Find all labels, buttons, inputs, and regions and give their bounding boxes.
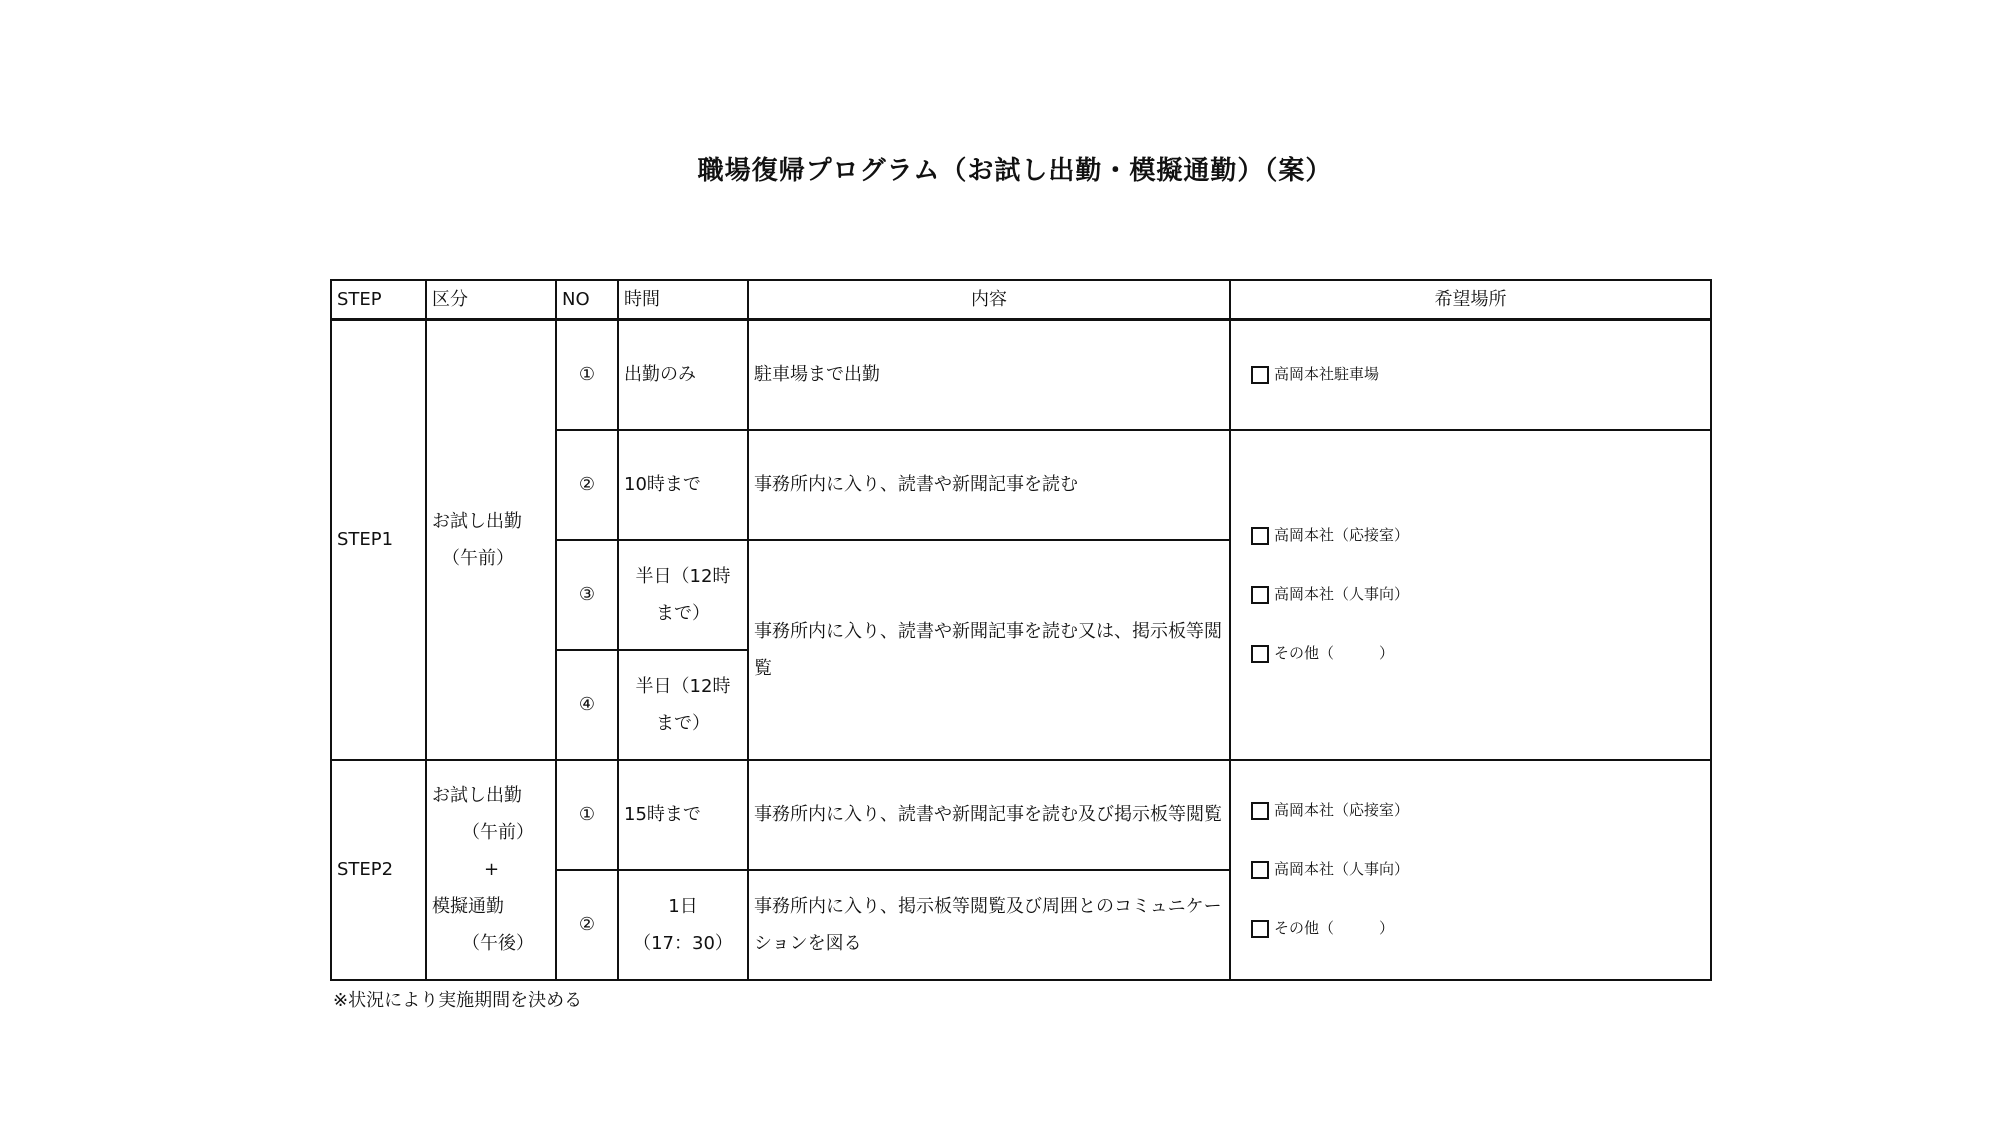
- row-no: ②: [556, 870, 618, 980]
- header-no: NO: [556, 280, 618, 320]
- row-no: ①: [556, 760, 618, 870]
- place-option[interactable]: [1251, 356, 1690, 393]
- checkbox[interactable]: [1251, 920, 1269, 938]
- row-no: ③: [556, 540, 618, 650]
- place-option[interactable]: [1251, 517, 1481, 554]
- place-option[interactable]: [1251, 635, 1481, 672]
- header-category: 区分: [426, 280, 556, 320]
- time-line: まで）: [656, 602, 710, 624]
- page-title: 職場復帰プログラム（お試し出勤・模擬通勤）（案）: [697, 156, 1333, 186]
- table-row: [331, 760, 1711, 870]
- time-line: まで）: [656, 712, 710, 734]
- time-line: 半日（12時: [635, 565, 731, 587]
- checkbox[interactable]: [1251, 645, 1269, 663]
- checkbox[interactable]: [1251, 586, 1269, 604]
- row-time: [618, 870, 748, 980]
- program-table: [330, 279, 1712, 981]
- row-content: 事務所内に入り、読書や新聞記事を読む: [748, 430, 1230, 540]
- place-cell: [1230, 760, 1711, 980]
- place-option[interactable]: [1251, 910, 1481, 947]
- place-label: その他（ ）: [1274, 644, 1395, 662]
- row-content: 事務所内に入り、読書や新聞記事を読む又は、掲示板等閲覧: [748, 540, 1230, 760]
- step2-category: [426, 760, 556, 980]
- checkbox[interactable]: [1251, 802, 1269, 820]
- category-line: お試し出勤: [432, 510, 522, 532]
- header-row: [331, 280, 1711, 320]
- row-content: 事務所内に入り、読書や新聞記事を読む及び掲示板等閲覧: [748, 760, 1230, 870]
- header-content: 内容: [748, 280, 1230, 320]
- place-option[interactable]: [1251, 576, 1481, 613]
- checkbox[interactable]: [1251, 861, 1269, 879]
- place-cell: [1230, 320, 1711, 430]
- category-line: +: [484, 859, 500, 880]
- category-line: （午前）: [442, 547, 514, 569]
- row-content: 駐車場まで出勤: [748, 320, 1230, 430]
- checkbox[interactable]: [1251, 527, 1269, 545]
- place-label: 高岡本社（応接室）: [1274, 526, 1410, 544]
- header-place: 希望場所: [1230, 280, 1711, 320]
- row-time: 15時まで: [618, 760, 748, 870]
- time-line: 1日: [668, 895, 698, 917]
- row-time: 出勤のみ: [618, 320, 748, 430]
- row-time: [618, 650, 748, 760]
- category-line: （午前）: [462, 822, 534, 843]
- time-line: 半日（12時: [635, 675, 731, 697]
- place-label: 高岡本社駐車場: [1274, 365, 1380, 384]
- step2-label: STEP2: [331, 760, 426, 980]
- place-label: 高岡本社（人事向）: [1274, 860, 1410, 878]
- row-no: ②: [556, 430, 618, 540]
- row-time: 10時まで: [618, 430, 748, 540]
- row-no: ④: [556, 650, 618, 760]
- category-line: （午後）: [462, 933, 534, 954]
- footnote: ※状況により実施期間を決める: [333, 990, 583, 1011]
- place-cell: [1230, 430, 1711, 760]
- category-line: 模擬通勤: [432, 896, 504, 917]
- time-line: （17：30）: [633, 932, 733, 954]
- header-step: STEP: [331, 280, 426, 320]
- category-line: お試し出勤: [432, 785, 522, 806]
- table-row: [331, 320, 1711, 430]
- row-content: 事務所内に入り、掲示板等閲覧及び周囲とのコミュニケーションを図る: [748, 870, 1230, 980]
- step1-label: STEP1: [331, 320, 426, 760]
- header-time: 時間: [618, 280, 748, 320]
- place-option[interactable]: [1251, 792, 1481, 829]
- place-label: 高岡本社（応接室）: [1274, 801, 1410, 819]
- checkbox[interactable]: [1251, 366, 1269, 384]
- step1-category: [426, 320, 556, 760]
- row-time: [618, 540, 748, 650]
- place-label: 高岡本社（人事向）: [1274, 585, 1410, 603]
- place-label: その他（ ）: [1274, 919, 1395, 937]
- place-option[interactable]: [1251, 851, 1481, 888]
- row-no: ①: [556, 320, 618, 430]
